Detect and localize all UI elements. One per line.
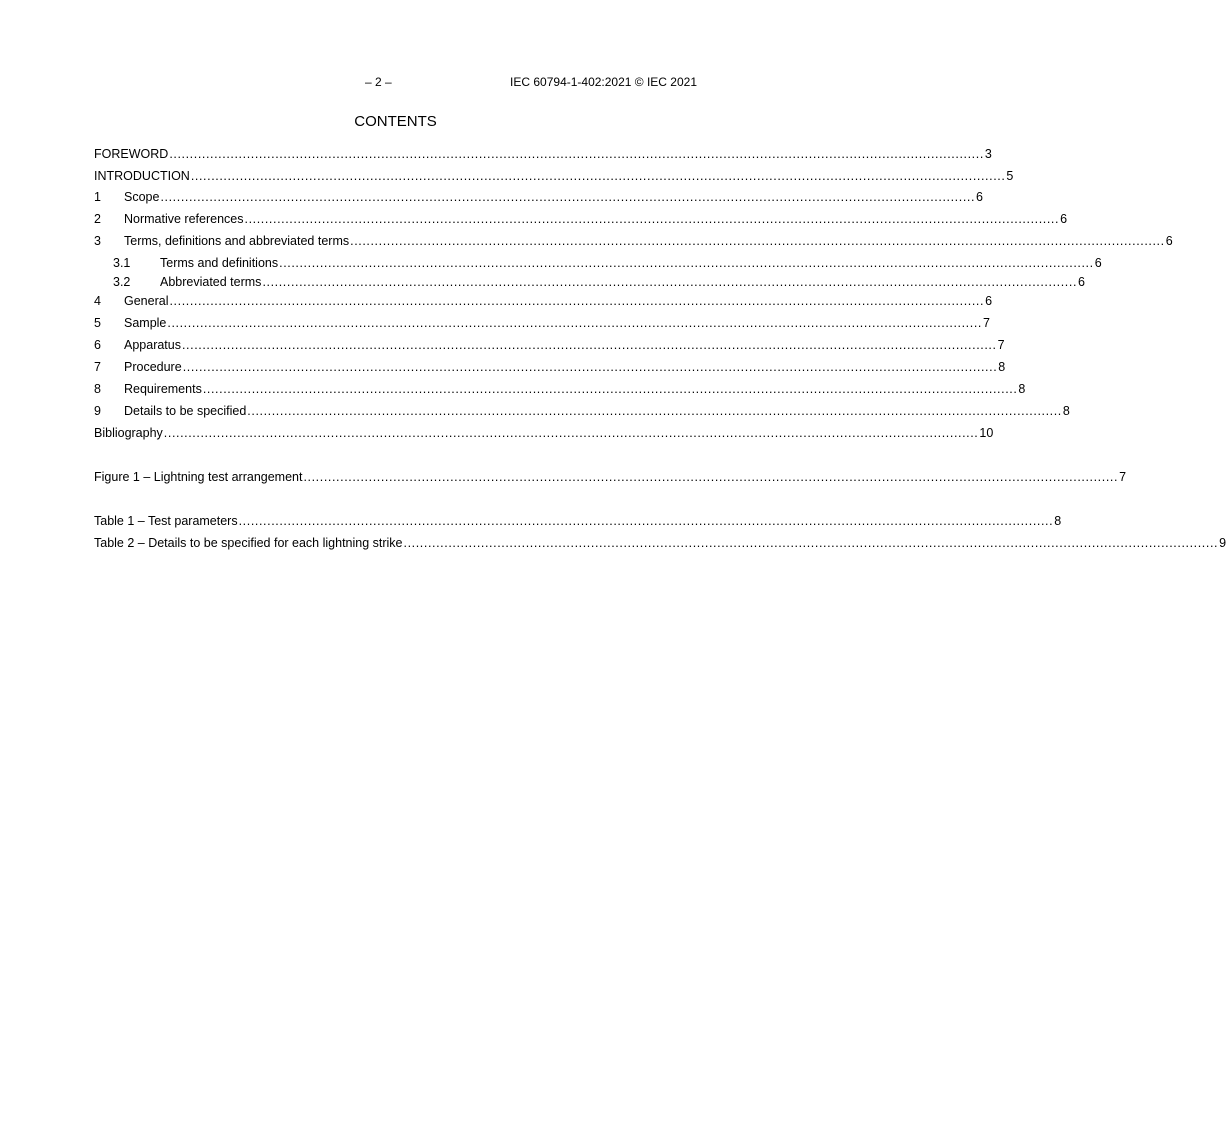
dot-leader: ........................................................................................................................................................................................................ [262,275,1078,289]
toc-entry-number: 7 [94,360,101,374]
toc-entry-title: Details to be specified [124,404,247,418]
toc-entry-title: INTRODUCTION [94,169,190,183]
dot-leader: ........................................................................................................................................................................................................ [244,212,1060,226]
dot-leader: ........................................................................................................................................................................................................ [190,169,1006,183]
toc-entry-number: 8 [94,382,101,396]
toc-entry-terms-definitions[interactable] [94,233,1173,249]
dot-leader: ........................................................................................................................................................................................................ [169,294,985,308]
page-number: – 2 – [365,75,392,89]
toc-table-title: Table 1 – Test parameters [94,514,238,528]
toc-entry-page: 10 [979,426,994,440]
toc-entry-bibliography[interactable] [94,425,994,441]
toc-entry-number: 9 [94,404,101,418]
dot-leader: ........................................................................................................................................................................................................ [169,147,984,161]
toc-table-1[interactable] [94,513,1062,529]
toc-entry-title: Abbreviated terms [160,275,262,289]
toc-entry-page: 6 [1094,256,1102,270]
toc-entry-number: 3.1 [113,256,131,270]
toc-table-2[interactable] [94,535,1226,551]
toc-entry-page: 6 [1078,275,1085,289]
toc-subentry-terms-and-definitions[interactable] [113,255,1102,271]
toc-entry-page: 7 [982,316,990,330]
toc-table-title: Table 2 – Details to be specified for each lightning strike [94,536,403,550]
dot-leader: ........................................................................................................................................................................................................ [163,426,979,440]
dot-leader: ........................................................................................................................................................................................................ [181,338,997,352]
toc-figure-1[interactable] [94,469,1127,485]
dot-leader: ........................................................................................................................................................................................................ [182,360,998,374]
toc-entry-page: 6 [1060,212,1068,226]
toc-entry-procedure[interactable] [94,359,1006,375]
dot-leader: ........................................................................................................................................................................................................ [167,316,982,330]
toc-entry-page: 6 [985,294,993,308]
dot-leader: ........................................................................................................................................................................................................ [202,382,1018,396]
toc-entry-title: FOREWORD [94,147,169,161]
toc-entry-general[interactable] [94,293,993,309]
toc-entry-page: 8 [1018,382,1026,396]
dot-leader: ........................................................................................................................................................................................................ [160,190,976,204]
toc-entry-apparatus[interactable] [94,337,1005,353]
toc-entry-number: 5 [94,316,101,330]
toc-figure-page: 7 [1119,470,1127,484]
toc-entry-page: 8 [998,360,1006,374]
document-reference: IEC 60794-1-402:2021 © IEC 2021 [510,75,697,89]
toc-figure-title: Figure 1 – Lightning test arrangement [94,470,303,484]
toc-entry-number: 3 [94,234,101,248]
toc-entry-number: 6 [94,338,101,352]
contents-title: CONTENTS [354,113,437,130]
toc-entry-page: 6 [1165,234,1173,248]
toc-entry-title: Apparatus [124,338,181,352]
toc-entry-title: Sample [124,316,167,330]
toc-entry-scope[interactable] [94,189,983,205]
toc-entry-number: 4 [94,294,101,308]
toc-entry-title: Procedure [124,360,182,374]
toc-entry-normative-references[interactable] [94,211,1068,227]
toc-entry-foreword[interactable] [94,146,992,162]
toc-entry-number: 1 [94,190,101,204]
toc-entry-title: Bibliography [94,426,163,440]
toc-entry-page: 6 [976,190,983,204]
dot-leader: ........................................................................................................................................................................................................ [350,234,1165,248]
toc-entry-details-to-be-specified[interactable] [94,403,1070,419]
toc-entry-title: Normative references [124,212,244,226]
toc-entry-requirements[interactable] [94,381,1026,397]
toc-entry-title: General [124,294,169,308]
toc-table-page: 9 [1219,536,1226,550]
toc-entry-sample[interactable] [94,315,990,331]
dot-leader: ........................................................................................................................................................................................................ [303,470,1119,484]
page-header [94,75,697,93]
toc-entry-title: Terms, definitions and abbreviated terms [124,234,350,248]
toc-entry-number: 2 [94,212,101,226]
toc-entry-page: 7 [997,338,1005,352]
toc-entry-title: Terms and definitions [160,256,279,270]
dot-leader: ........................................................................................................................................................................................................ [238,514,1054,528]
toc-table-page: 8 [1054,514,1062,528]
dot-leader: ........................................................................................................................................................................................................ [247,404,1062,418]
toc-entry-introduction[interactable] [94,168,1014,184]
dot-leader: ........................................................................................................................................................................................................ [403,536,1219,550]
toc-entry-number: 3.2 [113,275,131,289]
toc-subentry-abbreviated-terms[interactable] [113,274,1085,290]
toc-entry-page: 8 [1062,404,1070,418]
toc-entry-title: Scope [124,190,160,204]
toc-entry-title: Requirements [124,382,202,396]
toc-entry-page: 5 [1006,169,1014,183]
dot-leader: ........................................................................................................................................................................................................ [279,256,1094,270]
toc-entry-page: 3 [984,147,992,161]
